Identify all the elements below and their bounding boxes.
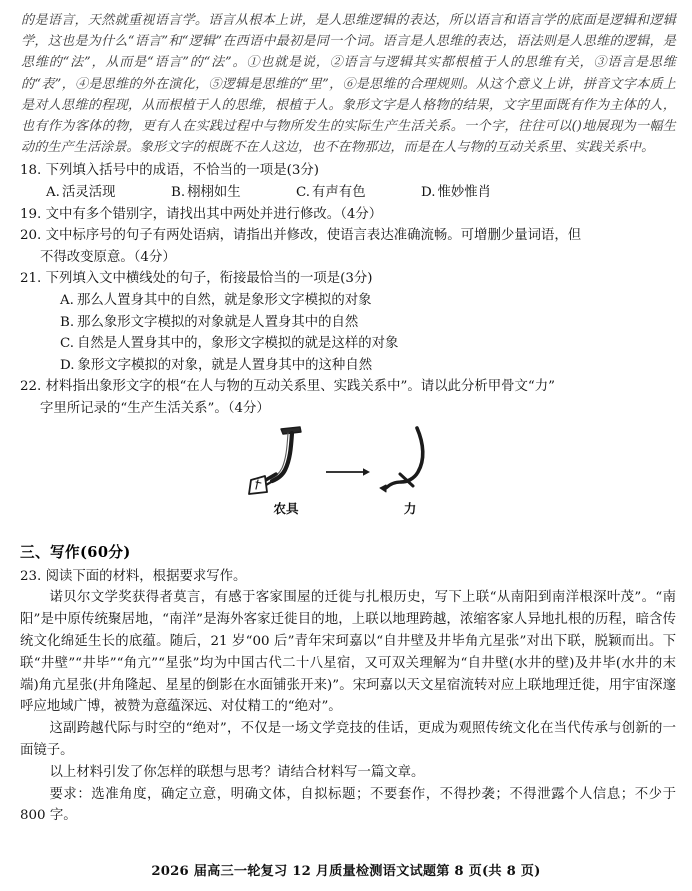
question-18-stem (20, 160, 676, 182)
question-21-option-b-text: 那么象形文字模拟的对象就是人置身其中的自然 (77, 314, 359, 330)
question-20-text: 文中标序号的句子有两处语病，请指出并修改，使语言表达准确流畅。可增删少量词语，但 (45, 228, 582, 244)
option-c-label: C. (296, 185, 311, 201)
question-22-text: 材料指出象形文字的根“在人与物的互动关系里、实践关系中”。请以此分析甲骨文“力” (45, 379, 556, 395)
question-19 (18, 204, 678, 226)
question-21-option-d-text: 象形文字模拟的对象，就是人置身其中的这种自然 (77, 357, 373, 373)
question-19-stem (20, 204, 676, 226)
question-21-number: 21. (20, 271, 42, 287)
option-c[interactable] (296, 182, 421, 204)
oracle-bone-figure (18, 422, 678, 530)
figure-oracle-character-caption: 力 (403, 500, 417, 516)
oracle-bone-li-character-icon (367, 422, 453, 502)
figure-farm-tool-cell (243, 422, 329, 530)
question-21-option-c[interactable] (20, 333, 676, 355)
question-20-continuation: 不得改变原意。（4分） (40, 249, 176, 265)
farm-tool-icon (243, 422, 329, 502)
option-a-text: 活灵活现 (61, 185, 116, 201)
question-21-text: 下列填入文中横线处的句子，衔接最恰当的一项是(3分) (45, 271, 373, 287)
section-heading-writing: 三、写作(60分) (20, 543, 131, 561)
question-18-text: 下列填入括号中的成语，不恰当的一项是(3分) (45, 163, 319, 179)
question-20-stem (20, 225, 676, 247)
question-21 (18, 268, 678, 376)
option-d-label: D. (421, 185, 436, 201)
question-23-text: 阅读下面的材料，根据要求写作。 (45, 568, 247, 584)
question-21-option-d-label: D. (60, 357, 75, 373)
question-22 (18, 376, 678, 419)
option-b-text: 栩栩如生 (187, 185, 241, 201)
question-21-option-b-label: B. (60, 314, 75, 330)
question-21-option-c-label: C. (60, 336, 75, 352)
question-23-number: 23. (20, 568, 42, 584)
option-b-label: B. (171, 185, 186, 201)
page-footer: 2026 届高三一轮复习 12 月质量检测语文试题第 8 页(共 8 页) (151, 864, 541, 879)
option-a[interactable] (46, 182, 171, 204)
figure-farm-tool-caption: 农具 (273, 500, 299, 516)
question-19-number: 19. (20, 206, 42, 222)
question-22-number: 22. (20, 379, 42, 395)
question-21-option-a-text: 那么人置身其中的自然，就是象形文字模拟的对象 (76, 292, 372, 308)
question-19-text: 文中有多个错别字，请找出其中两处并进行修改。（4分） (45, 206, 383, 222)
question-18-options (20, 182, 676, 204)
question-20-number: 20. (20, 228, 42, 244)
question-20 (18, 225, 678, 268)
question-21-option-b[interactable] (20, 312, 676, 334)
oracle-bone-figure-inner (243, 422, 453, 530)
question-22-stem (20, 376, 676, 398)
writing-paragraph-2: 这副跨越代际与时空的“绝对”，不仅是一场文学竞技的佳话，更成为观照传统文化在当代传承与创新的一面镜子。 (20, 721, 676, 758)
writing-paragraph-1: 诺贝尔文学奖获得者莫言，有感于客家围屋的迁徙与扎根历史，写下上联“从南阳到南洋根深叶茂”。“南阳”是中原传统聚居地，“南洋”是海外客家迁徙目的地，上联以地理跨越，浓缩客家人异地扎根的历程，暗含传统文化绵延生长的底蕴。随后，21 岁“00 后”青年宋珂嘉以“自井壁及井毕角亢星张”对出下联，脱颖而出。下联“井壁”“井毕”“角亢”“星张”均为中国古代二十八星宿，又可双关理解为“自井壁(水井的壁)及井毕(水井的末端)角亢星张(井角隆起、星星的倒影在水面铺张开来)”。宋珂嘉以天文星宿流转对应上联地理迁徙，用宇宙深邃呼应地域广博，被赞为意蕴深远、对仗精工的“绝对”。 (20, 590, 676, 715)
rightwards-arrow-icon (325, 466, 371, 478)
option-c-text: 有声有色 (312, 185, 366, 201)
option-a-label: A. (46, 185, 60, 201)
option-d-text: 惟妙惟肖 (437, 185, 492, 201)
question-21-option-d[interactable] (20, 355, 676, 377)
question-22-continuation: 字里所记录的“生产生活关系”。（4分） (40, 400, 270, 416)
option-d[interactable] (421, 182, 491, 204)
question-21-option-c-text: 自然是人置身其中的，象形文字模拟的就是这样的对象 (77, 336, 399, 352)
reading-passage: 的是语言，天然就重视语言学。语言从根本上讲，是人思维逻辑的表达，所以语言和语言学的底面是逻辑和逻辑学，这也是为什么“语言”和“逻辑”在西语中最初是同一个词。语言是人思维的表达，语法则是人思维的逻辑，是思维的“法”，从而是“语言”的“法”。①也就是说，②语言与逻辑其实都根植于人的思维有关，③语言是思维的“表”，④是思维的外在演化，⑤逻辑是思维的“里”，⑥是思维的合理规则。从这个意义上讲，拼音文字本质上是对人思维的程现，从而根植于人的思维，根植于人。象形文字是人格物的结果，文字里面既有作为主体的人，也有作为客体的物，更有人在实践过程中与物所发生的实际生产生活关系。一个字，往往可以()地展现为一幅生动的生产生活涂景。象形文字的根既不在人这边，也不在物那边，而是在人与物的互动关系里、实践关系中。 (21, 13, 676, 156)
writing-paragraph-3: 以上材料引发了你怎样的联想与思考？请结合材料写一篇文章。 (49, 764, 425, 780)
question-21-stem (20, 268, 676, 290)
question-23 (18, 566, 678, 828)
figure-oracle-character-cell (367, 422, 453, 530)
option-b[interactable] (171, 182, 296, 204)
question-21-option-a[interactable] (20, 290, 676, 312)
question-18-number: 18. (20, 163, 42, 179)
question-23-stem (20, 566, 676, 588)
writing-requirements: 要求：选准角度，确定立意，明确文体，自拟标题；不要套作，不得抄袭；不得泄露个人信息；不少于 800 字。 (20, 786, 676, 824)
question-21-option-a-label: A. (60, 292, 74, 308)
question-18 (18, 160, 678, 203)
